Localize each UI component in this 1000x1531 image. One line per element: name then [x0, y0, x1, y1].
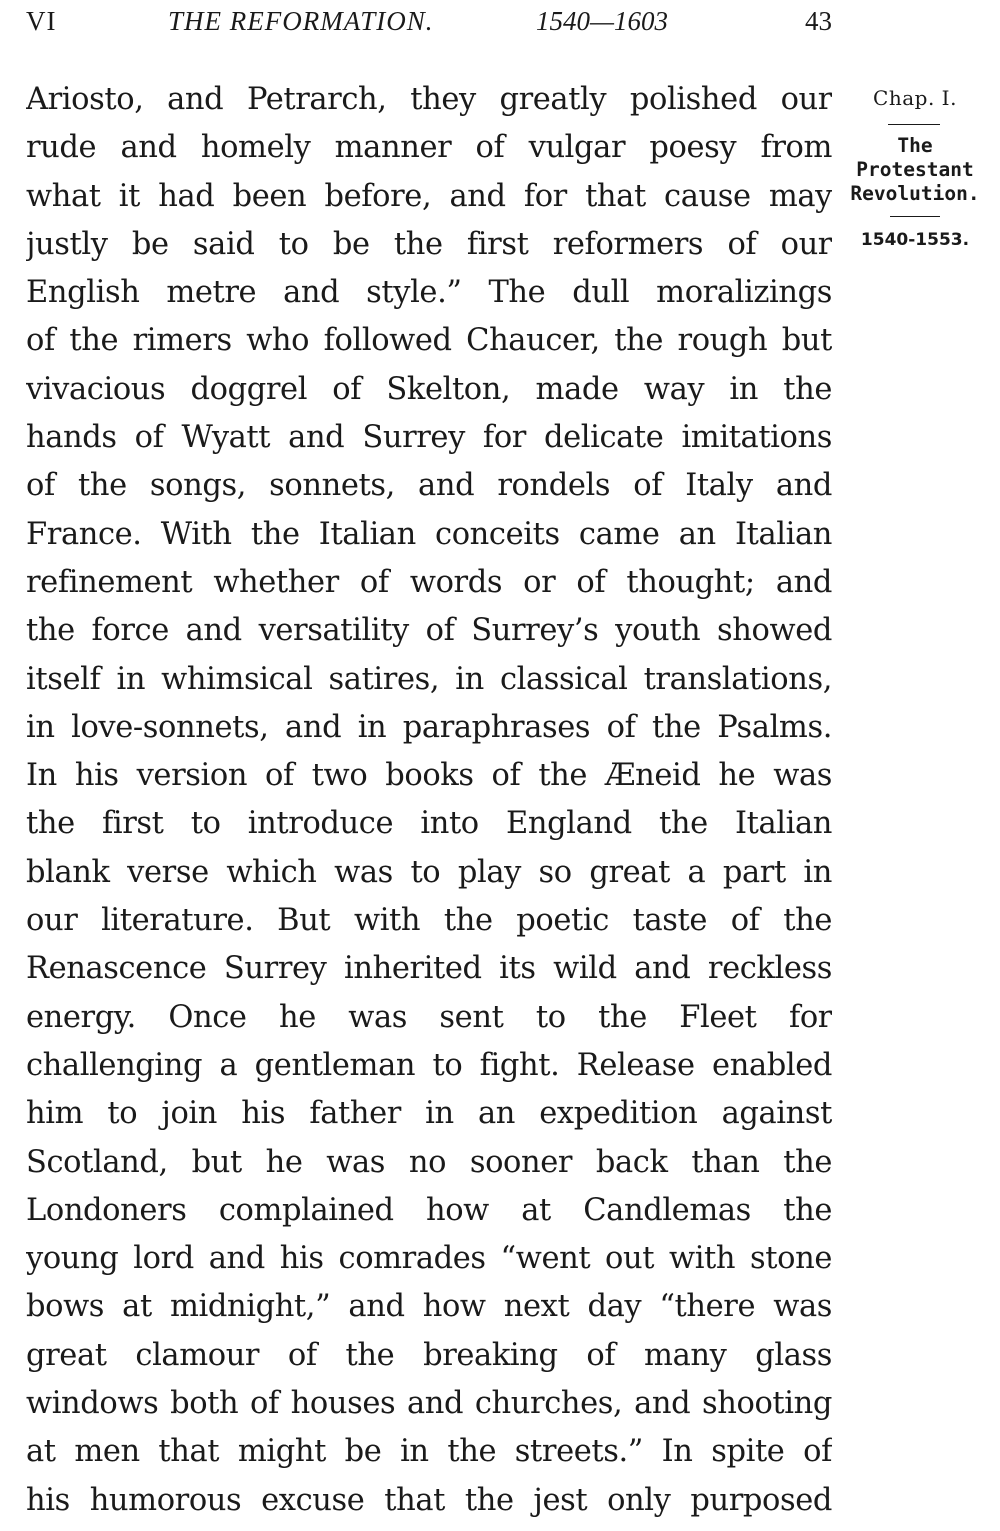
text-line: refinement whether of words or of thought; and — [26, 564, 832, 600]
text-line: our literature. But with the poetic taste of the — [26, 903, 832, 939]
text-line: France. With the Italian conceits came an Italian — [26, 516, 832, 552]
text-line: rude and homely manner of vulgar poesy from — [26, 130, 832, 166]
sidenote-heading-line: Protestant — [856, 158, 974, 181]
text-line: energy. Once he was sent to the Fleet for — [26, 999, 832, 1035]
text-line: the first to introduce into England the Italian — [26, 806, 832, 842]
text-line: hands of Wyatt and Surrey for delicate imitations — [26, 420, 832, 456]
text-line: the force and versatility of Surrey’s youth showed — [26, 613, 832, 649]
text-line: what it had been before, and for that cause may — [26, 178, 832, 214]
text-line: In his version of two books of the Æneid he was — [26, 758, 832, 794]
text-line: windows both of houses and churches, and shooting — [26, 1386, 832, 1422]
text-line: his humorous excuse that the jest only purposed — [26, 1482, 832, 1518]
text-line: Londoners complained how at Candlemas the — [26, 1192, 832, 1228]
sidenote-divider — [890, 216, 940, 217]
text-line: vivacious doggrel of Skelton, made way in the — [26, 371, 832, 407]
text-line: of the rimers who followed Chaucer, the rough but — [26, 323, 832, 359]
page-number: 43 — [805, 6, 832, 36]
running-title: THE REFORMATION. — [168, 6, 434, 36]
text-line: justly be said to be the first reformers of our — [26, 226, 832, 262]
text-line: at men that might be in the streets.” In spite of — [26, 1434, 832, 1470]
sidenote-heading-line: Revolution. — [850, 182, 980, 205]
text-line: itself in whimsical satires, in classical translations, — [26, 661, 832, 697]
running-dates: 1540—1603 — [536, 6, 669, 36]
sidenote-years: 1540-1553. — [860, 230, 970, 250]
sidenote-chapter: Chap. I. — [873, 86, 957, 110]
running-header — [26, 6, 832, 40]
text-line: him to join his father in an expedition against — [26, 1096, 832, 1132]
section-number: VI — [26, 6, 57, 36]
text-line: challenging a gentleman to fight. Release enabled — [26, 1047, 832, 1083]
text-line: Scotland, but he was no sooner back than the — [26, 1144, 832, 1180]
sidenote-heading-line: The — [897, 134, 933, 157]
text-line: of the songs, sonnets, and rondels of Italy and — [26, 468, 832, 504]
text-line: great clamour of the breaking of many glass — [26, 1337, 832, 1373]
text-line: blank verse which was to play so great a part in — [26, 854, 832, 890]
sidenote-heading — [838, 134, 992, 206]
text-line: English metre and style.” The dull moralizings — [26, 275, 832, 311]
text-line: bows at midnight,” and how next day “there was — [26, 1289, 832, 1325]
text-line: Renascence Surrey inherited its wild and reckless — [26, 951, 832, 987]
text-line: in love-sonnets, and in paraphrases of the Psalms. — [26, 709, 832, 745]
body-text — [26, 76, 832, 1525]
sidenote-divider — [888, 124, 940, 125]
text-line: young lord and his comrades “went out with stone — [26, 1241, 832, 1277]
text-line: Ariosto, and Petrarch, they greatly polished our — [26, 82, 832, 117]
